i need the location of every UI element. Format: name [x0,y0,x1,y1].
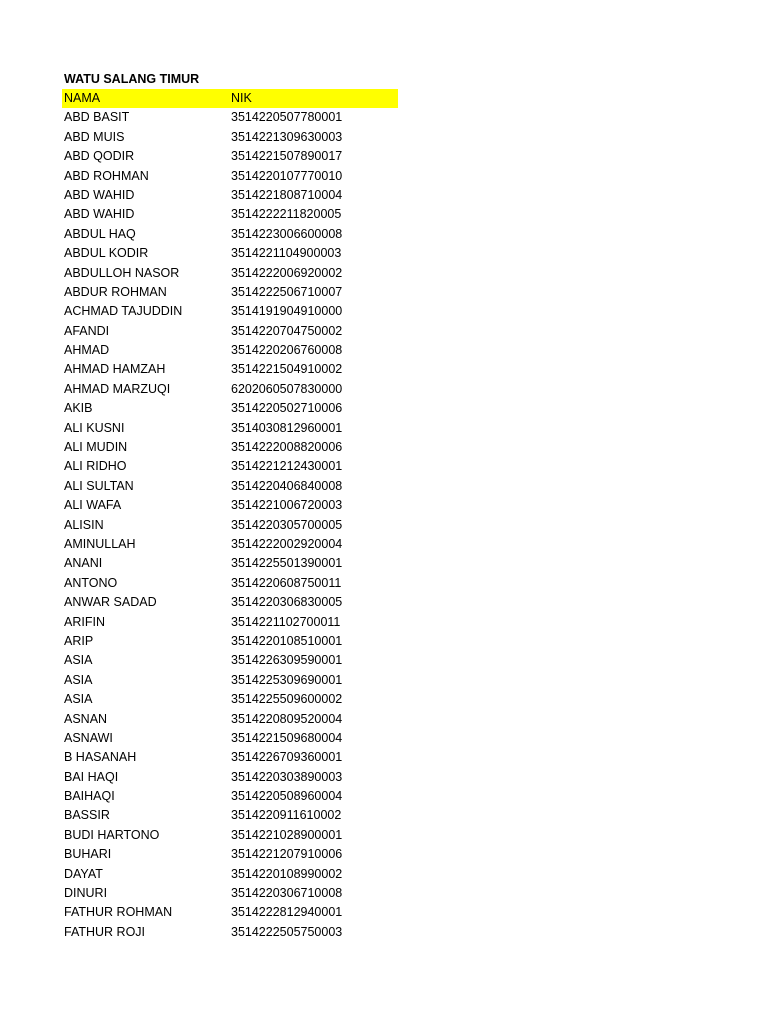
table-row [62,613,402,632]
nik-cell: 3514222008820006 [231,440,343,455]
name-cell: ABDUR ROHMAN [64,284,167,299]
name-cell: ARIP [64,633,94,648]
table-row [62,399,402,418]
nik-cell: 3514221207910006 [231,847,343,862]
nik-cell: 3514220306710008 [231,886,343,901]
nik-cell: 3514220303890003 [231,769,343,784]
nik-cell: 3514222211820005 [231,207,342,222]
table-row [62,903,402,922]
nik-cell: 3514221028900001 [231,827,343,842]
table-row [62,496,402,515]
name-cell: AHMAD MARZUQI [64,381,171,396]
table-row [62,574,402,593]
table-row [62,341,402,360]
nik-cell: 3514222505750003 [231,924,343,939]
nik-cell: 3514220305700005 [231,517,343,532]
nik-cell: 3514220704750002 [231,323,343,338]
name-cell: ASIA [64,672,93,687]
nik-cell: 3514220508960004 [231,789,343,804]
table-row [62,477,402,496]
nik-cell: 3514220502710006 [231,401,343,416]
name-cell: ACHMAD TAJUDDIN [64,304,183,319]
table-row [62,806,402,825]
name-cell: ASIA [64,653,93,668]
table-row [62,283,402,302]
name-cell: DAYAT [64,866,103,881]
nik-cell: 3514220108990002 [231,866,343,881]
name-cell: ABD MUIS [64,129,125,144]
nik-cell: 3514220809520004 [231,711,343,726]
table-row [62,225,402,244]
name-cell: AFANDI [64,323,110,338]
table-row [62,748,402,767]
name-cell: ABD WAHID [64,207,135,222]
nik-cell: 3514221006720003 [231,498,343,513]
name-cell: DINURI [64,886,108,901]
table-row [62,923,402,942]
name-cell: ABDULLOH NASOR [64,265,180,280]
table-row [62,516,402,535]
nik-cell: 3514222506710007 [231,284,343,299]
table-row [62,108,402,127]
sheet-title: WATU SALANG TIMUR [64,72,200,86]
table-row [62,826,402,845]
table-row [62,360,402,379]
nik-cell: 3514220406840008 [231,478,343,493]
name-cell: ALI WAFA [64,498,122,513]
nik-cell: 3514221509680004 [231,730,343,745]
name-cell: ANTONO [64,575,118,590]
name-cell: AMINULLAH [64,536,136,551]
header-row [62,89,398,108]
spreadsheet-page [62,69,402,942]
nik-cell: 3514221309630003 [231,129,343,144]
table-row [62,865,402,884]
name-cell: BAIHAQI [64,789,115,804]
nik-cell: 3514221808710004 [231,187,343,202]
table-row [62,651,402,670]
table-row [62,128,402,147]
name-cell: AKIB [64,401,93,416]
nik-cell: 3514221104900003 [231,246,342,261]
nik-cell: 3514220608750011 [231,575,342,590]
table-row [62,690,402,709]
nik-cell: 3514220108510001 [231,633,343,648]
name-cell: BAI HAQI [64,769,119,784]
table-row [62,729,402,748]
table-row [62,845,402,864]
name-cell: ABD BASIT [64,110,130,125]
name-cell: AHMAD [64,343,110,358]
table-row [62,884,402,903]
name-cell: FATHUR ROHMAN [64,905,173,920]
name-cell: ARIFIN [64,614,105,629]
name-cell: FATHUR ROJI [64,924,146,939]
table-row [62,167,402,186]
nik-cell: 3514222006920002 [231,265,343,280]
name-cell: ANANI [64,556,103,571]
name-cell: ALI MUDIN [64,440,128,455]
table-row [62,380,402,399]
nik-cell: 3514225509600002 [231,692,343,707]
name-cell: ASNAN [64,711,108,726]
table-row [62,186,402,205]
name-cell: BASSIR [64,808,110,823]
nik-cell: 3514223006600008 [231,226,343,241]
name-cell: ABD QODIR [64,149,135,164]
name-cell: ALISIN [64,517,104,532]
name-cell: BUHARI [64,847,112,862]
name-cell: ANWAR SADAD [64,595,157,610]
table-row [62,593,402,612]
nik-cell: 3514226309590001 [231,653,343,668]
name-cell: ASIA [64,692,93,707]
table-row [62,768,402,787]
name-cell: ABD ROHMAN [64,168,149,183]
table-row [62,710,402,729]
table-row [62,554,402,573]
table-row [62,419,402,438]
nik-cell: 3514225501390001 [231,556,343,571]
table-row [62,535,402,554]
table-row [62,438,402,457]
table-row [62,322,402,341]
nik-cell: 3514222002920004 [231,536,343,551]
name-cell: ABDUL KODIR [64,246,149,261]
table-row [62,632,402,651]
name-cell: B HASANAH [64,750,137,765]
nik-cell: 3514220107770010 [231,168,343,183]
nik-cell: 3514222812940001 [231,905,343,920]
table-row [62,147,402,166]
nik-cell: 6202060507830000 [231,381,343,396]
nik-cell: 3514221212430001 [231,459,343,474]
table-row [62,302,402,321]
nik-cell: 3514221102700011 [231,614,341,629]
nik-cell: 3514220306830005 [231,595,343,610]
name-cell: BUDI HARTONO [64,827,160,842]
name-cell: ASNAWI [64,730,113,745]
header-name: NAMA [64,91,101,105]
header-nik: NIK [231,91,252,105]
nik-cell: 3514220507780001 [231,110,343,125]
name-cell: ALI KUSNI [64,420,125,435]
nik-cell: 3514030812960001 [231,420,343,435]
table-row [62,244,402,263]
nik-cell: 3514220206760008 [231,343,343,358]
name-cell: AHMAD HAMZAH [64,362,166,377]
table-row [62,671,402,690]
table-row [62,457,402,476]
name-cell: ALI RIDHO [64,459,127,474]
nik-cell: 3514191904910000 [231,304,343,319]
nik-cell: 3514220911610002 [231,808,342,823]
nik-cell: 3514221504910002 [231,362,343,377]
nik-cell: 3514225309690001 [231,672,343,687]
nik-cell: 3514226709360001 [231,750,343,765]
table-row [62,205,402,224]
nik-cell: 3514221507890017 [231,149,343,164]
table-row [62,264,402,283]
table-row [62,787,402,806]
name-cell: ALI SULTAN [64,478,134,493]
table-body [62,108,402,942]
name-cell: ABDUL HAQ [64,226,136,241]
name-cell: ABD WAHID [64,187,135,202]
